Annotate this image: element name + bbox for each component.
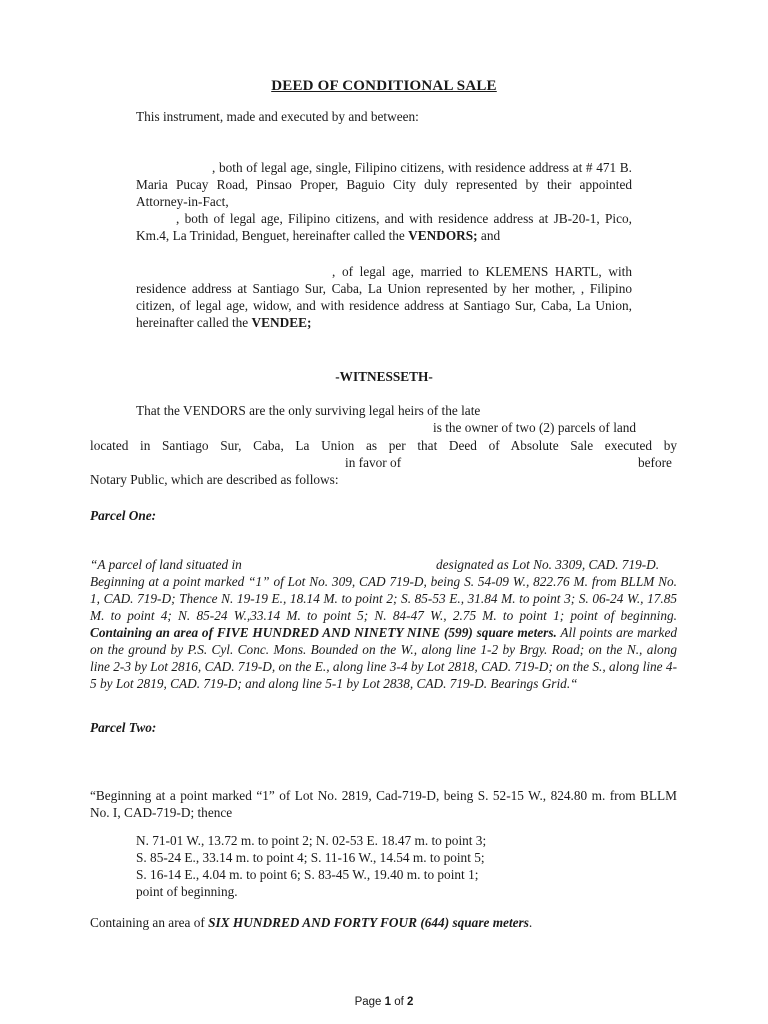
witnesseth-heading: -WITNESSETH- — [335, 369, 433, 384]
parcel-two-course-1: N. 71-01 W., 13.72 m. to point 2; N. 02-53 E. 18.47 m. to point 3; — [136, 833, 487, 848]
vendors-paragraph-2 — [136, 210, 632, 244]
recital-line-1: That the VENDORS are the only surviving legal heirs of the late — [136, 403, 481, 418]
parcel-two-area-pre: Containing an area of — [90, 915, 209, 930]
parcel-two-course-3: S. 16-14 E., 4.04 m. to point 6; S. 83-45 W., 19.40 m. to point 1; — [136, 867, 479, 882]
parcel-one-description — [90, 573, 677, 692]
page-total: 2 — [407, 996, 414, 1008]
recital-line-5: Notary Public, which are described as follows: — [90, 472, 339, 487]
vendee-paragraph — [136, 263, 632, 331]
parcel-two-course-4: point of beginning. — [136, 884, 238, 899]
vendors-and: and — [477, 228, 501, 243]
recital-line-2: is the owner of two (2) parcels of land — [433, 420, 637, 435]
vendors-text: , both of legal age, Filipino citizens, and with residence address at JB-20-1, Pico, Km.4, La Trinidad, Benguet, hereinafter called the — [136, 211, 632, 243]
page-footer — [0, 996, 768, 1008]
document-title: DEED OF CONDITIONAL SALE — [271, 78, 497, 94]
of-word: of — [391, 996, 408, 1008]
parcel-one-description-post: All points are marked on the ground by P.S. Cyl. Conc. Mons. Bounded on the W., along line 1-2 by Brgy. Road; on the N., along line 2-3 by Lot 2816, CAD. 719-D, on the E., along line 3-4 by Lot 2818, CAD. 719-D; on the S., along line 4-5 by Lot 2819, CAD. 719-D; and along line 5-1 by Lot 2838, CAD. 719-D. Bearings Grid.“ — [90, 625, 677, 691]
page-number: 1 — [384, 996, 392, 1008]
recital-line-3: located in Santiago Sur, Caba, La Union as per that Deed of Absolute Sale executed by — [90, 438, 677, 453]
vendee-label: VENDEE; — [251, 315, 312, 330]
parcel-two-course-2: S. 85-24 E., 33.14 m. to point 4; S. 11-16 W., 14.54 m. to point 5; — [136, 850, 485, 865]
recital-line-4b: before — [638, 455, 672, 470]
parcel-one-line1b: designated as Lot No. 3309, CAD. 719-D. — [436, 557, 660, 572]
parcel-one-area: Containing an area of FIVE HUNDRED AND NINETY NINE (599) square meters. — [90, 625, 557, 640]
intro-text: This instrument, made and executed by and between: — [136, 109, 419, 124]
vendors-label: VENDORS; — [408, 228, 478, 243]
parcel-two-heading: Parcel Two: — [90, 720, 157, 735]
parcel-two-area-value: SIX HUNDRED AND FORTY FOUR (644) square meters — [208, 915, 529, 930]
vendors-paragraph-1: , both of legal age, single, Filipino citizens, with residence address at # 471 B. Maria Pucay Road, Pinsao Proper, Baguio City duly represented by their appointed Attorney-in-Fact, — [136, 160, 632, 209]
parcel-one-heading: Parcel One: — [90, 508, 157, 523]
parcel-two-intro: “Beginning at a point marked “1” of Lot No. 2819, Cad-719-D, being S. 52-15 W., 824.80 m. from BLLM No. I, CAD-719-D; thence — [90, 788, 677, 820]
recital-line-4a: in favor of — [345, 455, 402, 470]
page-word: Page — [354, 996, 385, 1008]
parcel-one-description-pre: Beginning at a point marked “1” of Lot No. 309, CAD 719-D, being S. 54-09 W., 822.76 M. from BLLM No. 1, CAD. 719-D; Thence N. 19-19 E., 18.14 M. to point 2; S. 85-53 E., 31.84 M. to point 3; S. 06-24 W., 17.85 M. to point 4; N. 85-24 W.,33.14 M. to point 5; N. 84-47 W., 2.75 M. to point 1; point of beginning. — [90, 574, 677, 623]
parcel-one-line1a: “A parcel of land situated in — [90, 557, 242, 572]
vendee-text: , of legal age, married to KLEMENS HARTL, with residence address at Santiago Sur, Caba, La Union represented by her mother, , Filipino citizen, of legal age, widow, and with residence address at Santiago Sur, Caba, La Union, hereinafter called the — [136, 264, 632, 330]
parcel-two-area — [90, 914, 532, 931]
parcel-two-area-post: . — [528, 915, 533, 930]
